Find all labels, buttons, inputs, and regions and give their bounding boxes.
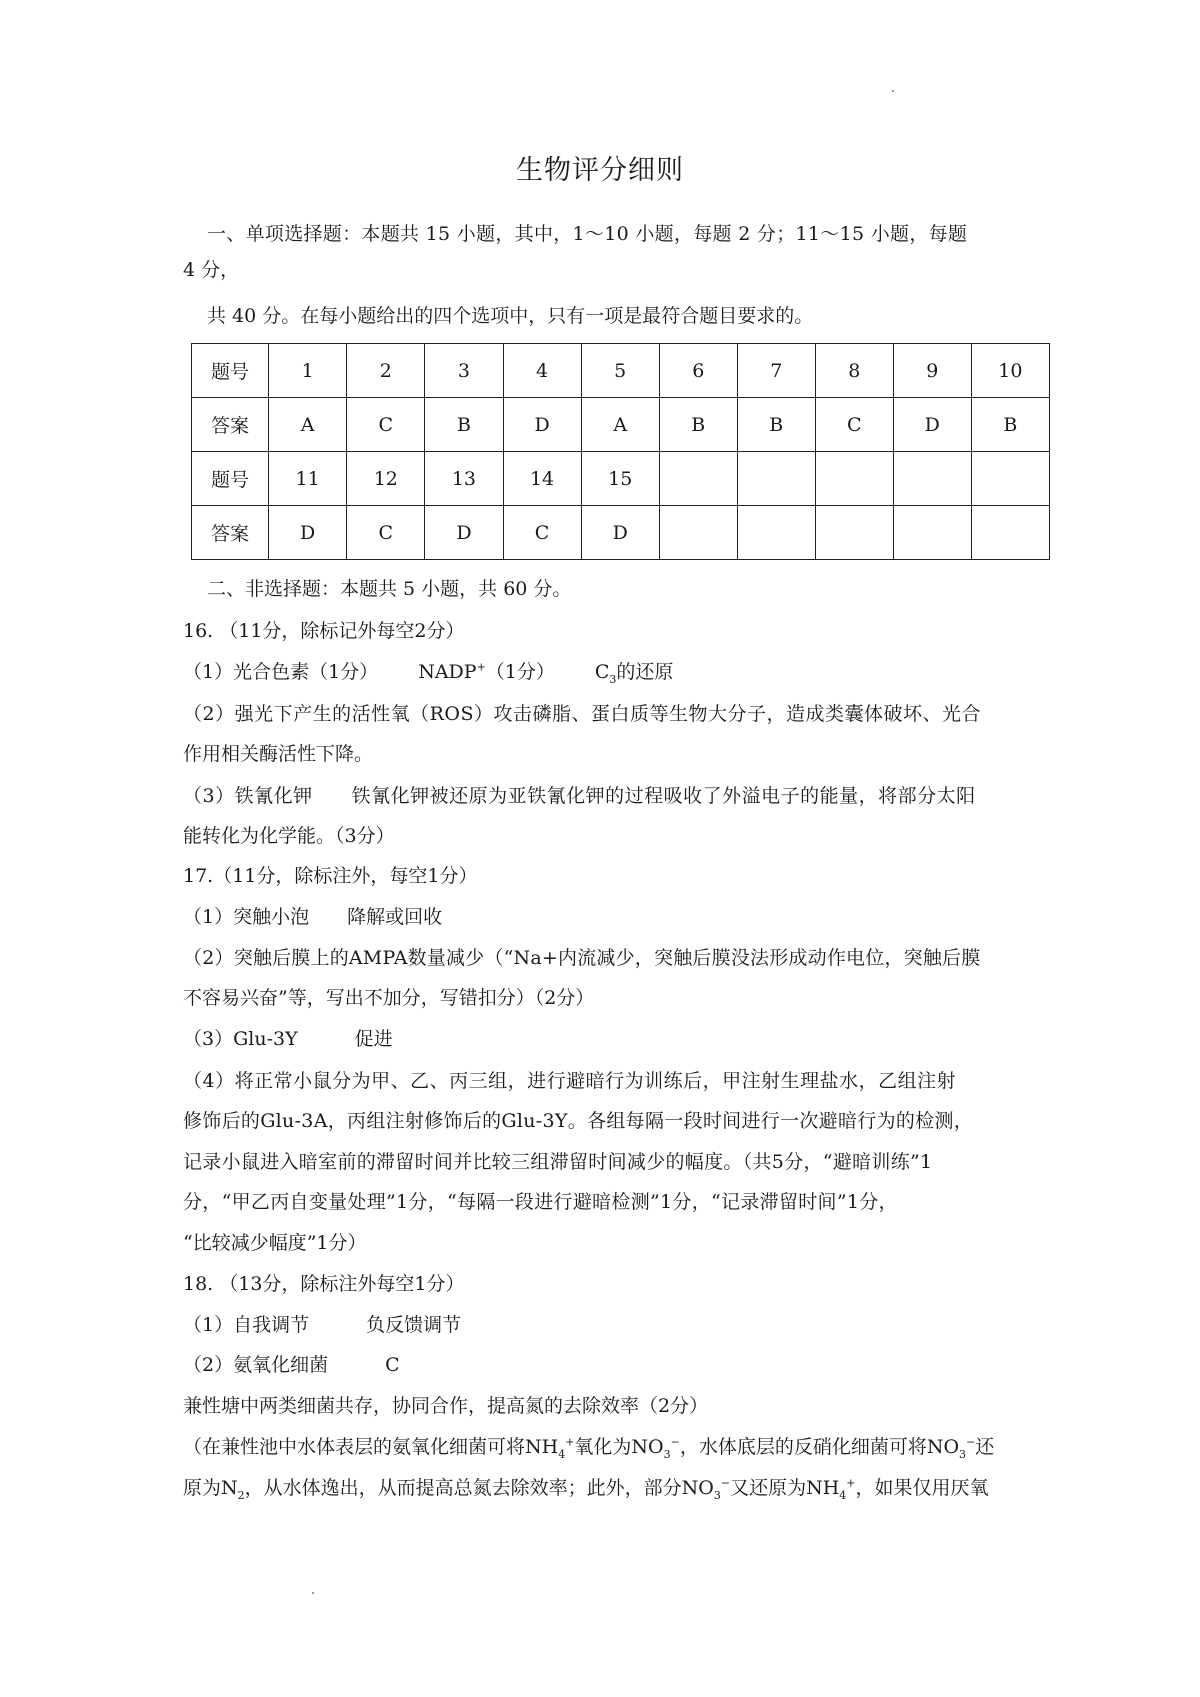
- table-cell: [893, 506, 971, 560]
- section1-line2: 4 分，: [183, 259, 240, 281]
- table-cell: [815, 452, 893, 506]
- table-cell: 3: [425, 344, 503, 398]
- q18-line4-part-c-sup: −: [966, 1435, 976, 1449]
- q16-line5: 能转化为化学能。（3分）: [183, 825, 395, 847]
- q16-line1-part-b-sup: +: [476, 660, 486, 674]
- table-row: [192, 344, 1050, 398]
- q18-line4-part-a-sub: 4: [558, 1447, 566, 1461]
- table-cell: 12: [347, 452, 425, 506]
- table-cell: B: [425, 398, 503, 452]
- q18-line1: （1）自我调节 负反馈调节: [183, 1314, 462, 1336]
- q16-line2: （2）强光下产生的活性氧（ROS）攻击磷脂、蛋白质等生物大分子，造成类囊体破坏、光合: [183, 703, 981, 725]
- table-cell: [737, 452, 815, 506]
- table-row-header-cell: 答案: [192, 506, 269, 560]
- q18-line5-part-c-sup: +: [846, 1476, 856, 1490]
- q18-line2: （2）氨氧化细菌 C: [183, 1354, 400, 1376]
- table-cell: [659, 452, 737, 506]
- table-cell: D: [581, 506, 659, 560]
- q18-line4-part-a-sup: +: [565, 1435, 575, 1449]
- q18-line4-part-b: 氧化为NO: [574, 1436, 664, 1458]
- q16-header: 16. （11分，除标记外每空2分）: [183, 620, 465, 642]
- q16-line1-part-b: NADP: [418, 661, 477, 683]
- table-cell: [737, 506, 815, 560]
- q16-line3: 作用相关酶活性下降。: [183, 743, 374, 765]
- q17-header: 17.（11分，除标注外，每空1分）: [183, 865, 478, 887]
- scan-dot: [892, 90, 894, 92]
- table-cell: 13: [425, 452, 503, 506]
- table-row: [192, 452, 1050, 506]
- table-cell: 5: [581, 344, 659, 398]
- q17-line9: “比较减少幅度”1分）: [183, 1232, 367, 1254]
- q17-line6: 修饰后的Glu-3A，丙组注射修饰后的Glu-3Y。各组每隔一段时间进行一次避暗行为的检测，: [183, 1110, 974, 1132]
- q18-line5-part-b-sub: 3: [713, 1488, 721, 1502]
- q18-line4-part-d: 还: [975, 1436, 995, 1458]
- table-cell: [815, 506, 893, 560]
- table-cell: 4: [503, 344, 581, 398]
- q17-line8: 分，“甲乙丙自变量处理”1分，“每隔一段进行避暗检测”1分，“记录滞留时间”1分，: [183, 1191, 898, 1213]
- q18-line5-part-c-sub: 4: [839, 1488, 847, 1502]
- q16-line1-part-c: （1分）: [485, 661, 555, 683]
- q17-line7: 记录小鼠进入暗室前的滞留时间并比较三组滞留时间减少的幅度。（共5分，“避暗训练”1: [183, 1151, 933, 1173]
- q18-line3: 兼性塘中两类细菌共存，协同合作，提高氮的去除效率（2分）: [183, 1395, 709, 1417]
- table-cell: A: [581, 398, 659, 452]
- table-cell: 1: [269, 344, 347, 398]
- q16-line1-part-e: 的还原: [616, 661, 674, 683]
- q17-line4: （3）Glu-3Y 促进: [183, 1028, 393, 1050]
- q18-header: 18. （13分，除标注外每空1分）: [183, 1273, 465, 1295]
- table-cell: C: [347, 506, 425, 560]
- q18-line5-part-c: 又还原为NH: [730, 1477, 840, 1499]
- section1-line1: 一、单项选择题：本题共 15 小题，其中，1～10 小题，每题 2 分；11～15 小题，每题: [207, 223, 968, 245]
- q18-line4-part-a: （在兼性池中水体表层的氨氧化细菌可将NH: [183, 1436, 559, 1458]
- q16-line1: [183, 660, 673, 684]
- q16-line1-part-d: C: [594, 661, 610, 683]
- q16-line4: （3）铁氰化钾 铁氰化钾被还原为亚铁氰化钾的过程吸收了外溢电子的能量，将部分太阳: [183, 785, 976, 807]
- q18-line5-part-b: ，从水体逸出，从而提高总氮去除效率；此外，部分NO: [244, 1477, 714, 1499]
- table-cell: 7: [737, 344, 815, 398]
- q17-line1: （1）突触小泡 降解或回收: [183, 906, 443, 928]
- table-cell: 6: [659, 344, 737, 398]
- q17-line2: （2）突触后膜上的AMPA数量减少（“Na+内流减少，突触后膜没法形成动作电位，突触后膜: [183, 947, 981, 969]
- table-cell: D: [893, 398, 971, 452]
- table-cell: D: [425, 506, 503, 560]
- table-row-header-cell: 题号: [192, 344, 269, 398]
- q17-line3: 不容易兴奋”等，写出不加分，写错扣分）（2分）: [183, 987, 595, 1009]
- table-cell: 11: [269, 452, 347, 506]
- q18-line4: [183, 1435, 994, 1459]
- table-row: [192, 398, 1050, 452]
- table-cell: [659, 506, 737, 560]
- table-cell: [893, 452, 971, 506]
- table-cell: B: [737, 398, 815, 452]
- q18-line5-part-a: 原为N: [183, 1477, 238, 1499]
- table-cell: 10: [971, 344, 1049, 398]
- answer-table: [191, 343, 1050, 560]
- table-cell: B: [659, 398, 737, 452]
- q16-line1-part-d-sub: 3: [609, 672, 617, 686]
- q18-line4-part-b-sub: 3: [663, 1447, 671, 1461]
- table-row-header-cell: 答案: [192, 398, 269, 452]
- table-cell: [971, 452, 1049, 506]
- q18-line4-part-c: ，水体底层的反硝化细菌可将NO: [679, 1436, 960, 1458]
- table-cell: A: [269, 398, 347, 452]
- table-cell: D: [269, 506, 347, 560]
- q18-line4-part-b-sup: −: [670, 1435, 680, 1449]
- section1-line3: 共 40 分。在每小题给出的四个选项中，只有一项是最符合题目要求的。: [207, 305, 814, 327]
- table-cell: 14: [503, 452, 581, 506]
- table-cell: C: [503, 506, 581, 560]
- table-cell: D: [503, 398, 581, 452]
- table-cell: 2: [347, 344, 425, 398]
- q18-line4-part-c-sub: 3: [959, 1447, 967, 1461]
- page-title: 生物评分细则: [516, 155, 684, 186]
- section2-heading: 二、非选择题：本题共 5 小题，共 60 分。: [207, 578, 572, 600]
- table-cell: C: [347, 398, 425, 452]
- scan-dot: [312, 1592, 314, 1594]
- table-row: [192, 506, 1050, 560]
- table-cell: 15: [581, 452, 659, 506]
- table-row-header-cell: 题号: [192, 452, 269, 506]
- table-cell: 9: [893, 344, 971, 398]
- q18-line5-part-d: ，如果仅用厌氧: [855, 1477, 989, 1499]
- q18-line5-part-a-sub: 2: [237, 1488, 245, 1502]
- table-cell: C: [815, 398, 893, 452]
- table-cell: [971, 506, 1049, 560]
- table-cell: B: [971, 398, 1049, 452]
- q16-line1-part-a: （1）光合色素（1分）: [183, 661, 379, 683]
- q18-line5-part-b-sup: −: [720, 1476, 731, 1490]
- q18-line5: [183, 1476, 989, 1500]
- q17-line5: （4）将正常小鼠分为甲、乙、丙三组，进行避暗行为训练后，甲注射生理盐水，乙组注射: [183, 1070, 957, 1092]
- table-cell: 8: [815, 344, 893, 398]
